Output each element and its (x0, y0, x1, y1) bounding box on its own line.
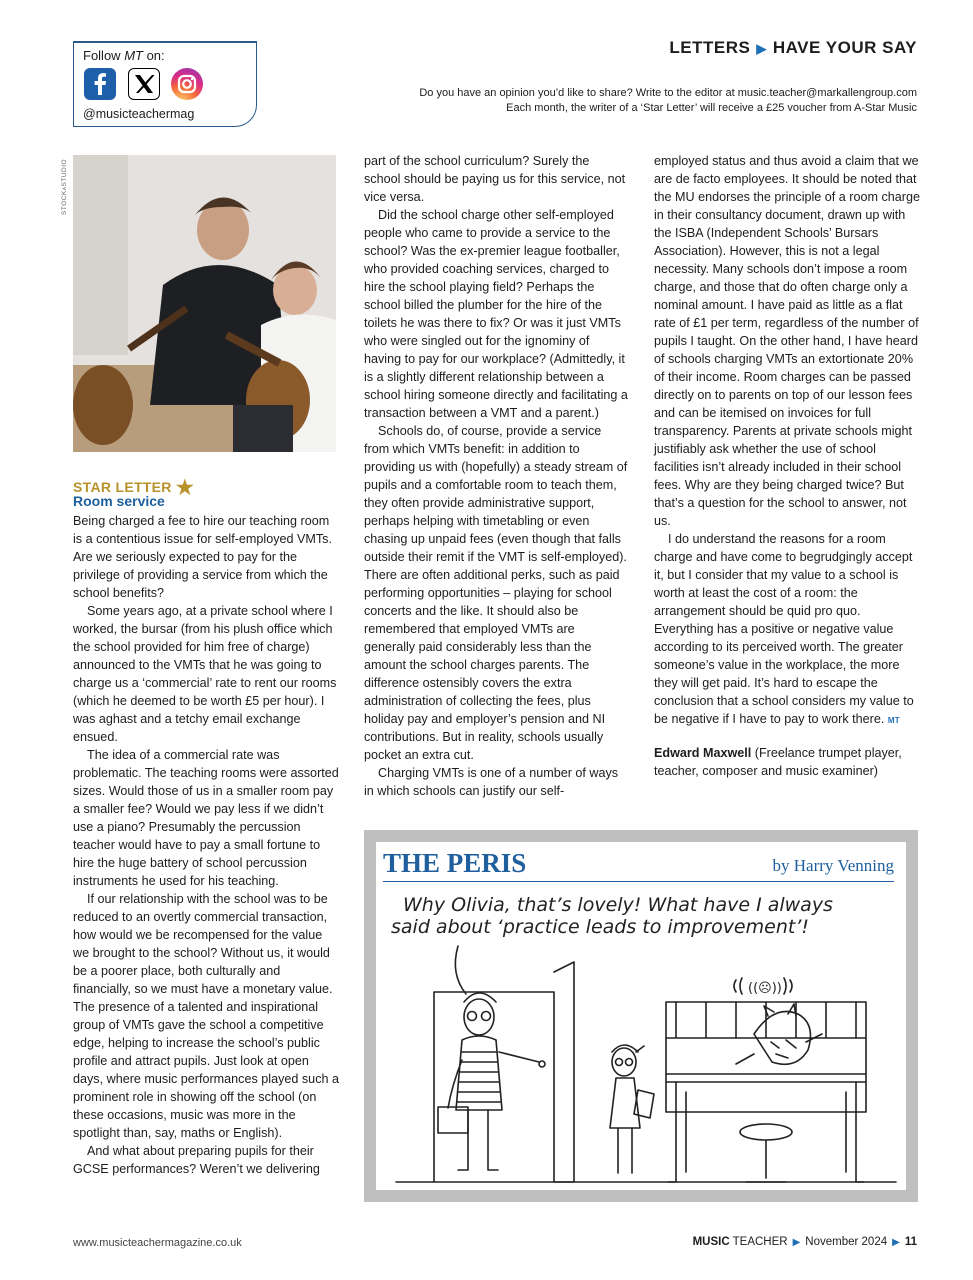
footer-url[interactable]: www.musicteachermagazine.co.uk (73, 1237, 242, 1249)
paragraph: If our relationship with the school was to be reduced to an overtly commercial transaction, how would we be recompensed for the value we brought to the school? Without us, it would be a poorer place, both culturally and financially, so we must have a monetary value. The presence of a talented and inspirational group of VMTs gave the school a competitive edge, helping to increase the school’s public profile and attract pupils. Just look at open days, where music performances played such a prominent role in showing off the school (on these occasions, music was more in the spotlight than, say, maths or English). (73, 892, 339, 1140)
speech-line-1: Why Olivia, that’s lovely! What have I always (403, 894, 833, 916)
paragraph: I do understand the reasons for a room charge and have come to begrudgingly accept it, but I consider that my value to a school is worth at least the cost of a room: the arrangement should be quid pro quo. Everything has a positive or negative value according to its perceived worth. The greater someone’s value in the workplace, the more they will get paid. It’s hard to escape the conclusion that a school considers my value to be negative if I have to pay to work there. MT (654, 532, 914, 726)
paragraph: Being charged a fee to hire our teaching room is a contentious issue for self-employed VMTs. Are we seriously expected to pay for the privilege of providing a service from which the school benefits? (73, 514, 332, 600)
article-photo (73, 155, 336, 452)
section-label: LETTERS (669, 38, 751, 57)
end-mark: MT (887, 716, 900, 725)
page-number: 11 (904, 1236, 917, 1248)
footer-mag-rest: TEACHER (729, 1236, 788, 1248)
cat-noise-symbol: ((☹)) (748, 981, 782, 996)
paragraph: Schools do, of course, provide a service from which VMTs benefit: in addition to providing us with (hopefully) a steady stream of pupils and a comfortable room to teach them, they often provide administrative support, perhaps helping with timetabling or even chasing up unpaid fees (even though that falls outside their remit if the VMT is self-employed). There are often additional perks, such as paid performing opportunities – playing for school concerts and the like. It should also be remembered that employed VMTs are generally paid considerably less than the amount the school charges parents. The difference ostensibly covers the extra administration of collecting the fees, plus holiday pay and employer’s pension and NI contributions. But in reality, schools usually pocket an extra cut. (364, 424, 628, 762)
follow-label: Follow MT on: (83, 48, 165, 63)
speech-line-2: said about ‘practice leads to improvement’! (391, 916, 809, 938)
cartoon-panel (364, 830, 918, 1202)
speech-text (391, 894, 833, 938)
author-name: Edward Maxwell (654, 746, 752, 760)
article-column-1 (73, 512, 339, 1178)
intro-line-2: Each month, the writer of a ‘Star Letter’ will receive a £25 voucher from A-Star Music (506, 102, 917, 114)
paragraph: part of the school curriculum? Surely the school should be paying us for this service, not vice versa. (364, 154, 626, 204)
follow-box (73, 41, 257, 127)
author-signature (654, 744, 920, 780)
footer-date: November 2024 (805, 1236, 888, 1248)
paragraph: employed status and thus avoid a claim that we are de facto employees. It should be noted that the MU endorses the principle of a room charge in their consultancy document, drawn up with the ISBA (Independent Schools’ Bursars Association). However, this is not a legal necessity. Many schools don’t impose a room charge, and those that do often charge only a nominal amount. I have paid as little as a flat rate of £1 per term, regardless of the number of pupils I taught. On the other hand, I have heard of schools charging VMTs an extortionate 20% of their income. Room charges can be passed directly on to parents on top of our lesson fees and can be itemised on invoices for full transparency. Parents at private schools might justifiably ask whether the use of school facilities isn’t already included in their school fees. Why are they being charged twice? But that’s a question for the school to answer, not us. (654, 154, 921, 528)
facebook-icon[interactable] (84, 68, 116, 100)
section-sub: HAVE YOUR SAY (772, 38, 917, 57)
title-rule (383, 881, 894, 882)
social-handle[interactable]: @musicteachermag (83, 107, 195, 121)
arrow-right-icon: ▶ (756, 41, 767, 56)
cartoon-byline: by Harry Venning (772, 856, 894, 875)
paragraph: Did the school charge other self-employed people who came to provide a service to the school? Was the ex-premier league footballer, who provided coaching services, charged to hire the school playing field? Perhaps the school billed the plumber for the hire of the toilets he was there to fix? Or was it just VMTs who were singled out for the ignominy of having to pay for our workplace? (Admittedly, it is a slightly different relationship between a school hiring someone directly and facilitating a transaction between a VMT and a parent.) (364, 208, 628, 420)
section-header (669, 38, 917, 58)
x-icon[interactable] (128, 68, 160, 100)
photo-credit: STOCKᴀSTUDIO (61, 158, 68, 215)
paragraph: And what about preparing pupils for their GCSE performances? Weren’t we delivering (73, 1144, 320, 1176)
cartoon-drawing (376, 942, 906, 1190)
paragraph: The idea of a commercial rate was problematic. The teaching rooms were assorted sizes. Would those of us in a smaller room pay a smaller fee? Would we pay less if we didn’t use a piano? Presumably the percussion teacher would have to pay a small fortune to hire the huge battery of school percussion instruments he used for his teaching. (73, 748, 339, 888)
article-column-3 (654, 152, 920, 780)
paragraph: Charging VMTs is one of a number of ways in which schools can justify our self- (364, 766, 619, 798)
star-icon: ★ (175, 477, 195, 499)
arrow-right-icon: ▶ (792, 1237, 801, 1248)
instagram-icon[interactable] (171, 68, 203, 100)
star-letter-kicker: STAR LETTER ★ (73, 477, 195, 499)
arrow-right-icon: ▶ (892, 1237, 900, 1248)
author-description: (Freelance trumpet player, teacher, composer and music examiner) (654, 746, 902, 778)
footer-issue (693, 1236, 917, 1248)
cartoon-title: THE PERIS (383, 848, 527, 878)
intro-line-1: Do you have an opinion you’d like to share? Write to the editor at music.teacher@markallengroup.com (419, 87, 917, 99)
article-column-2 (364, 152, 628, 800)
letter-title: Room service (73, 493, 165, 509)
footer-mag-bold: MUSIC (692, 1236, 730, 1248)
paragraph: Some years ago, at a private school where I worked, the bursar (from his plush office which the school provided for him free of charge) announced to the VMTs that he was going to charge us a ‘commercial’ rate to rent our rooms (which he deemed to be worth £5 per hour). I was aghast and a tetchy email exchange ensued. (73, 604, 337, 744)
header-intro (419, 86, 917, 116)
